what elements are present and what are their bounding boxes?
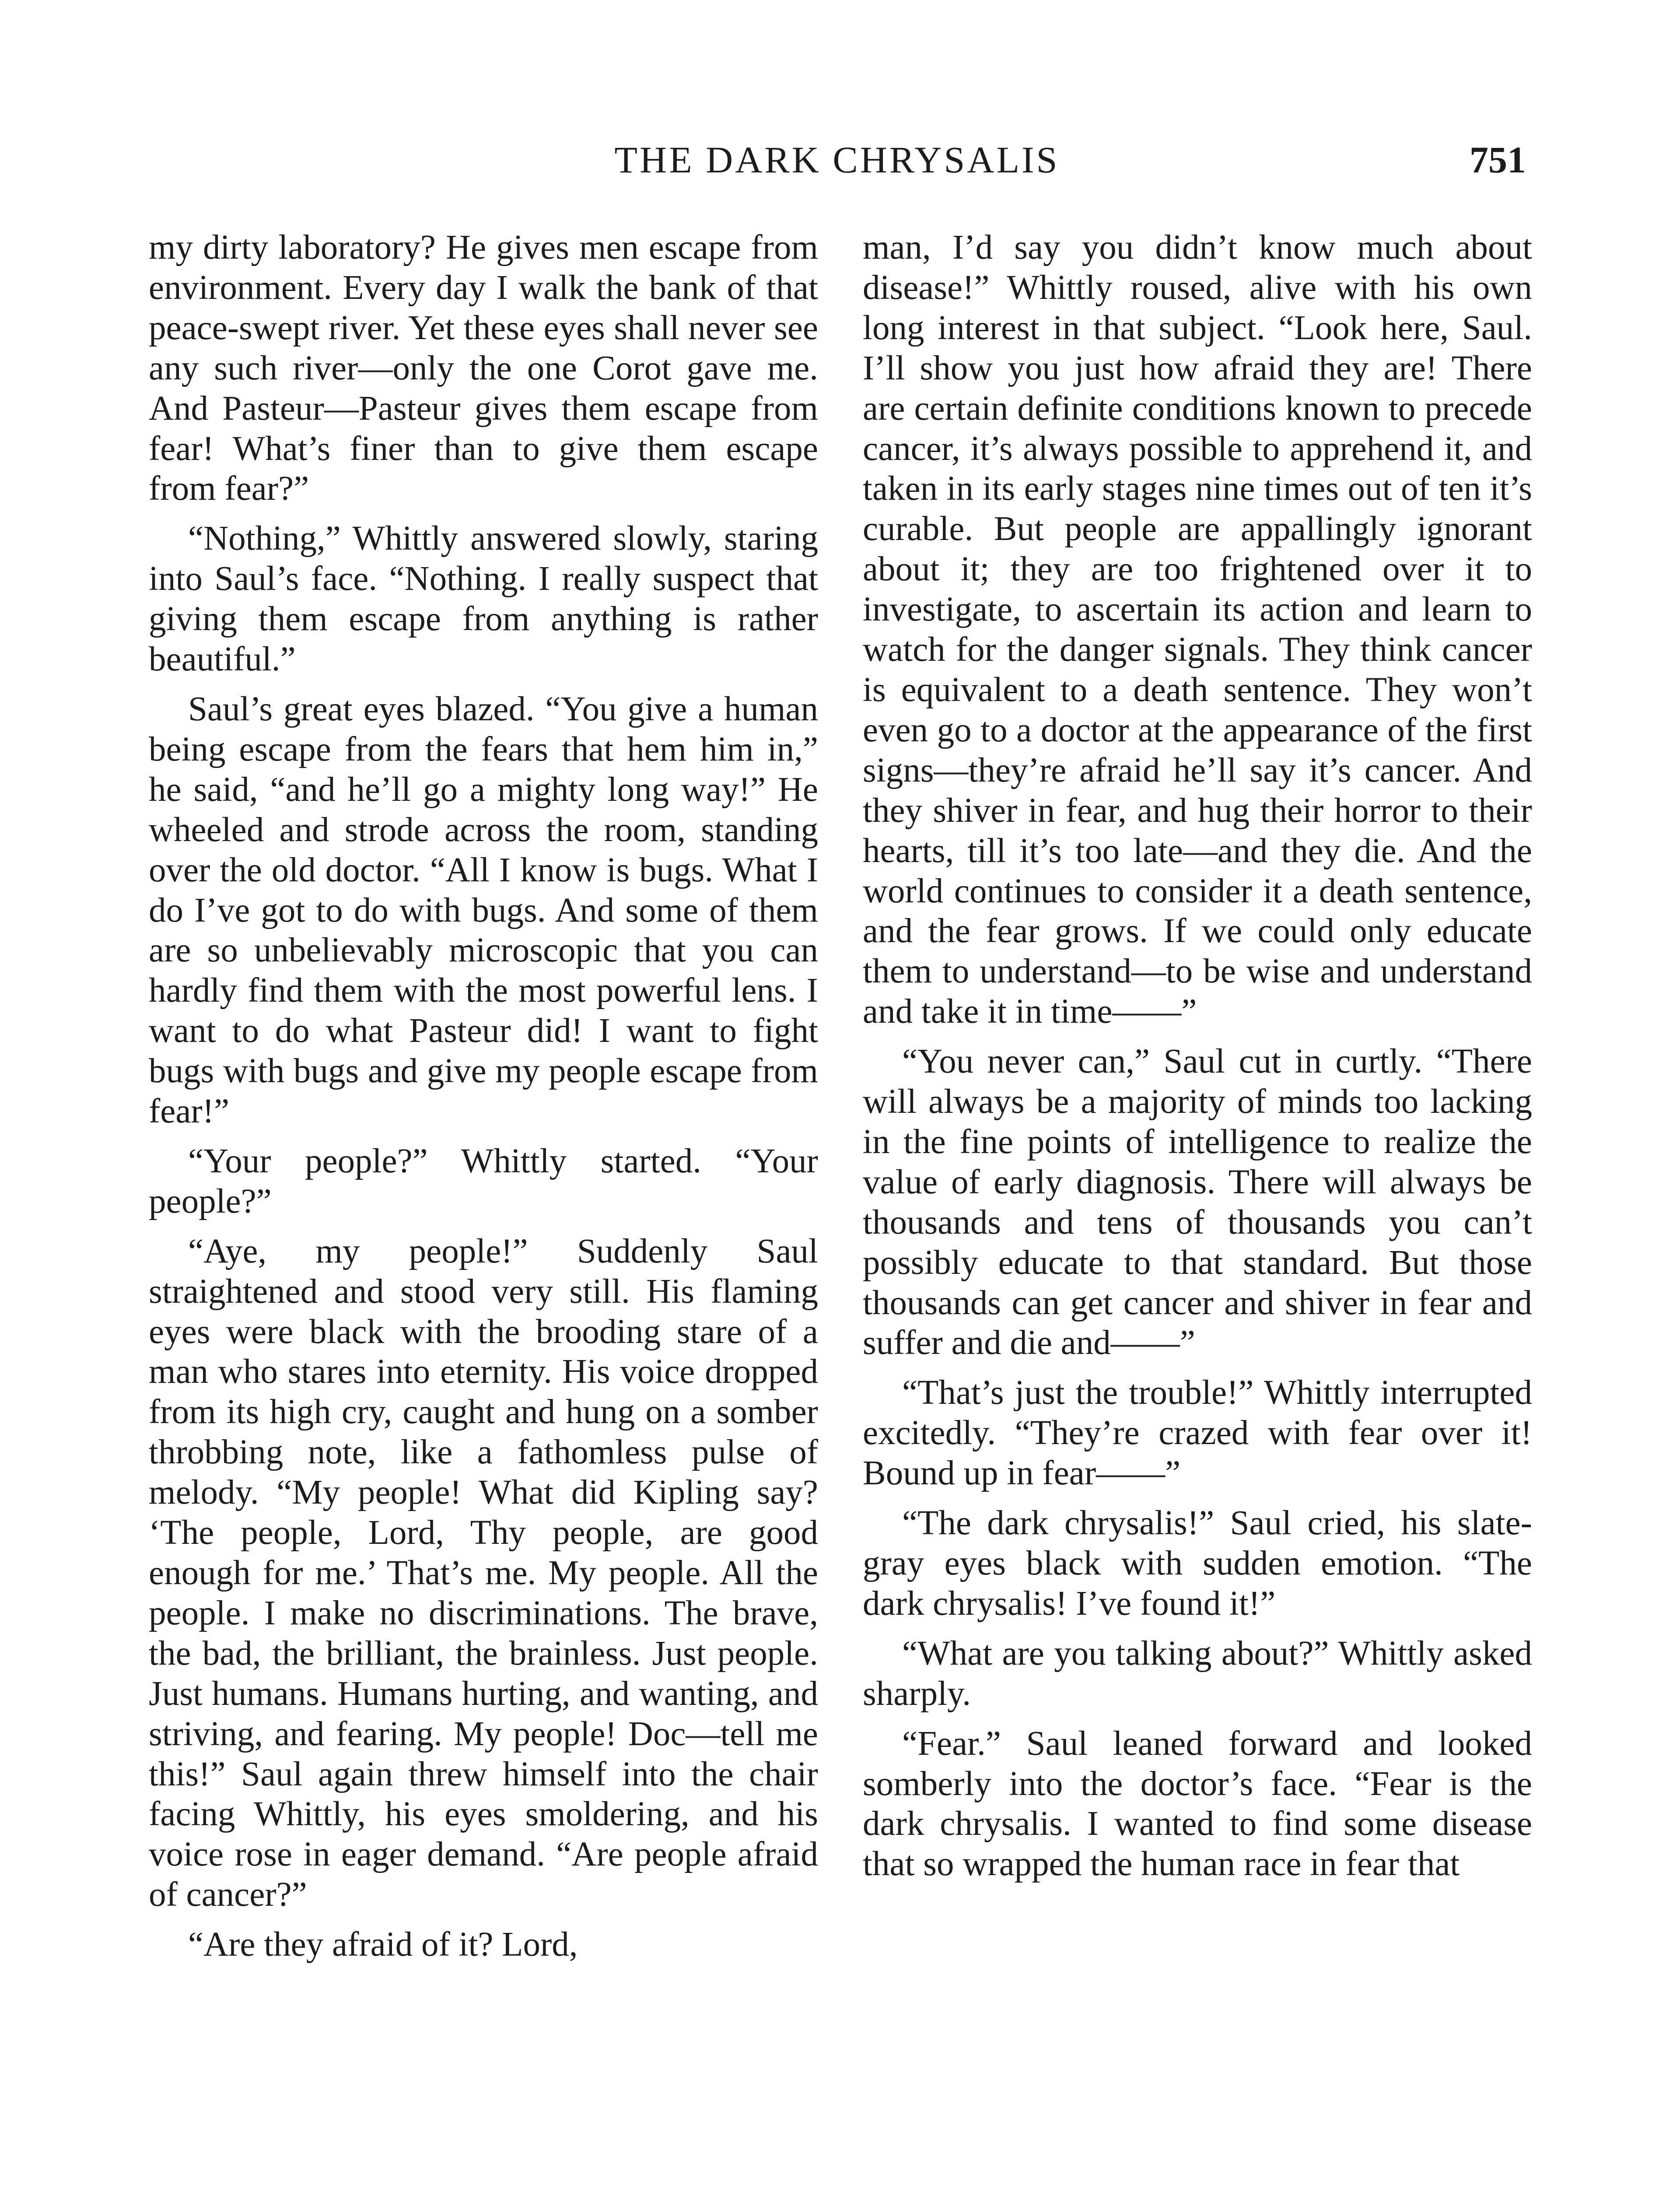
running-header (148, 131, 1526, 188)
running-title: THE DARK CHRYSALIS (614, 139, 1060, 181)
paragraph: “Aye, my people!” Suddenly Saul straightened and stood very still. His flaming eyes were black with the brooding stare of a man who stares into eternity. His voice dropped from its high cry, caught and hung on a somber throbbing note, like a fathomless pulse of melody. “My people! What did Kipling say? ‘The people, Lord, Thy people, are good enough for me.’ That’s me. My people. All the people. I make no discriminations. The brave, the bad, the brilliant, the brainless. Just people. Just humans. Humans hurting, and wanting, and striving, and fearing. My people! Doc—tell me this!” Saul again threw himself into the chair facing Whittly, his eyes smoldering, and his voice rose in eager demand. “Are people afraid of cancer?” (149, 1232, 818, 1914)
left-column (149, 228, 818, 1965)
paragraph: “Your people?” Whittly started. “Your people?” (149, 1142, 818, 1220)
paragraph: “Are they afraid of it? Lord, (188, 1925, 578, 1964)
paragraph: “Fear.” Saul leaned forward and looked somberly into the doctor’s face. “Fear is the dark chrysalis. I wanted to find some disease that so wrapped the human race in fear that (863, 1724, 1532, 1883)
page-number: 751 (1470, 139, 1526, 181)
paragraph: “Nothing,” Whittly answered slowly, staring into Saul’s face. “Nothing. I really suspect that giving them escape from anything is rather beautiful.” (149, 519, 818, 679)
paragraph: man, I’d say you didn’t know much about disease!” Whittly roused, alive with his own long interest in that subject. “Look here, Saul. I’ll show you just how afraid they are! There are certain definite conditions known to precede cancer, it’s always possible to apprehend it, and taken in its early stages nine times out of ten it’s curable. But people are appallingly ignorant about it; they are too frightened over it to investigate, to ascertain its action and learn to watch for the danger signals. They think cancer is equivalent to a death sentence. They won’t even go to a doctor at the appearance of the first signs—they’re afraid he’ll say it’s cancer. And they shiver in fear, and hug their horror to their hearts, till it’s too late—and they die. And the world continues to consider it a death sentence, and the fear grows. If we could only educate them to understand—to be wise and understand and take it in time——” (863, 228, 1532, 1031)
paragraph: Saul’s great eyes blazed. “You give a human being escape from the fears that hem him in,” he said, “and he’ll go a mighty long way!” He wheeled and strode across the room, standing over the old doctor. “All I know is bugs. What I do I’ve got to do with bugs. And some of them are so unbelievably microscopic that you can hardly find them with the most powerful lens. I want to do what Pasteur did! I want to fight bugs with bugs and give my people escape from fear!” (149, 690, 818, 1131)
paragraph: “The dark chrysalis!” Saul cried, his slate-gray eyes black with sudden emotion. “The dark chrysalis! I’ve found it!” (863, 1504, 1532, 1623)
paragraph: my dirty laboratory? He gives men escape from environment. Every day I walk the bank of that peace-swept river. Yet these eyes shall never see any such river—only the one Corot gave me. And Pasteur—Pasteur gives them escape from fear! What’s finer than to give them escape from fear?” (149, 228, 818, 508)
right-column (863, 228, 1532, 1884)
paragraph: “You never can,” Saul cut in curtly. “There will always be a majority of minds too lacking in the fine points of intelligence to realize the value of early diagnosis. There will always be thousands and tens of thousands you can’t possibly educate to that standard. But those thousands can get cancer and shiver in fear and suffer and die and——” (863, 1042, 1532, 1362)
paragraph: “That’s just the trouble!” Whittly interrupted excitedly. “They’re crazed with fear over it! Bound up in fear——” (863, 1374, 1532, 1493)
paragraph: “What are you talking about?” Whittly asked sharply. (863, 1634, 1532, 1713)
